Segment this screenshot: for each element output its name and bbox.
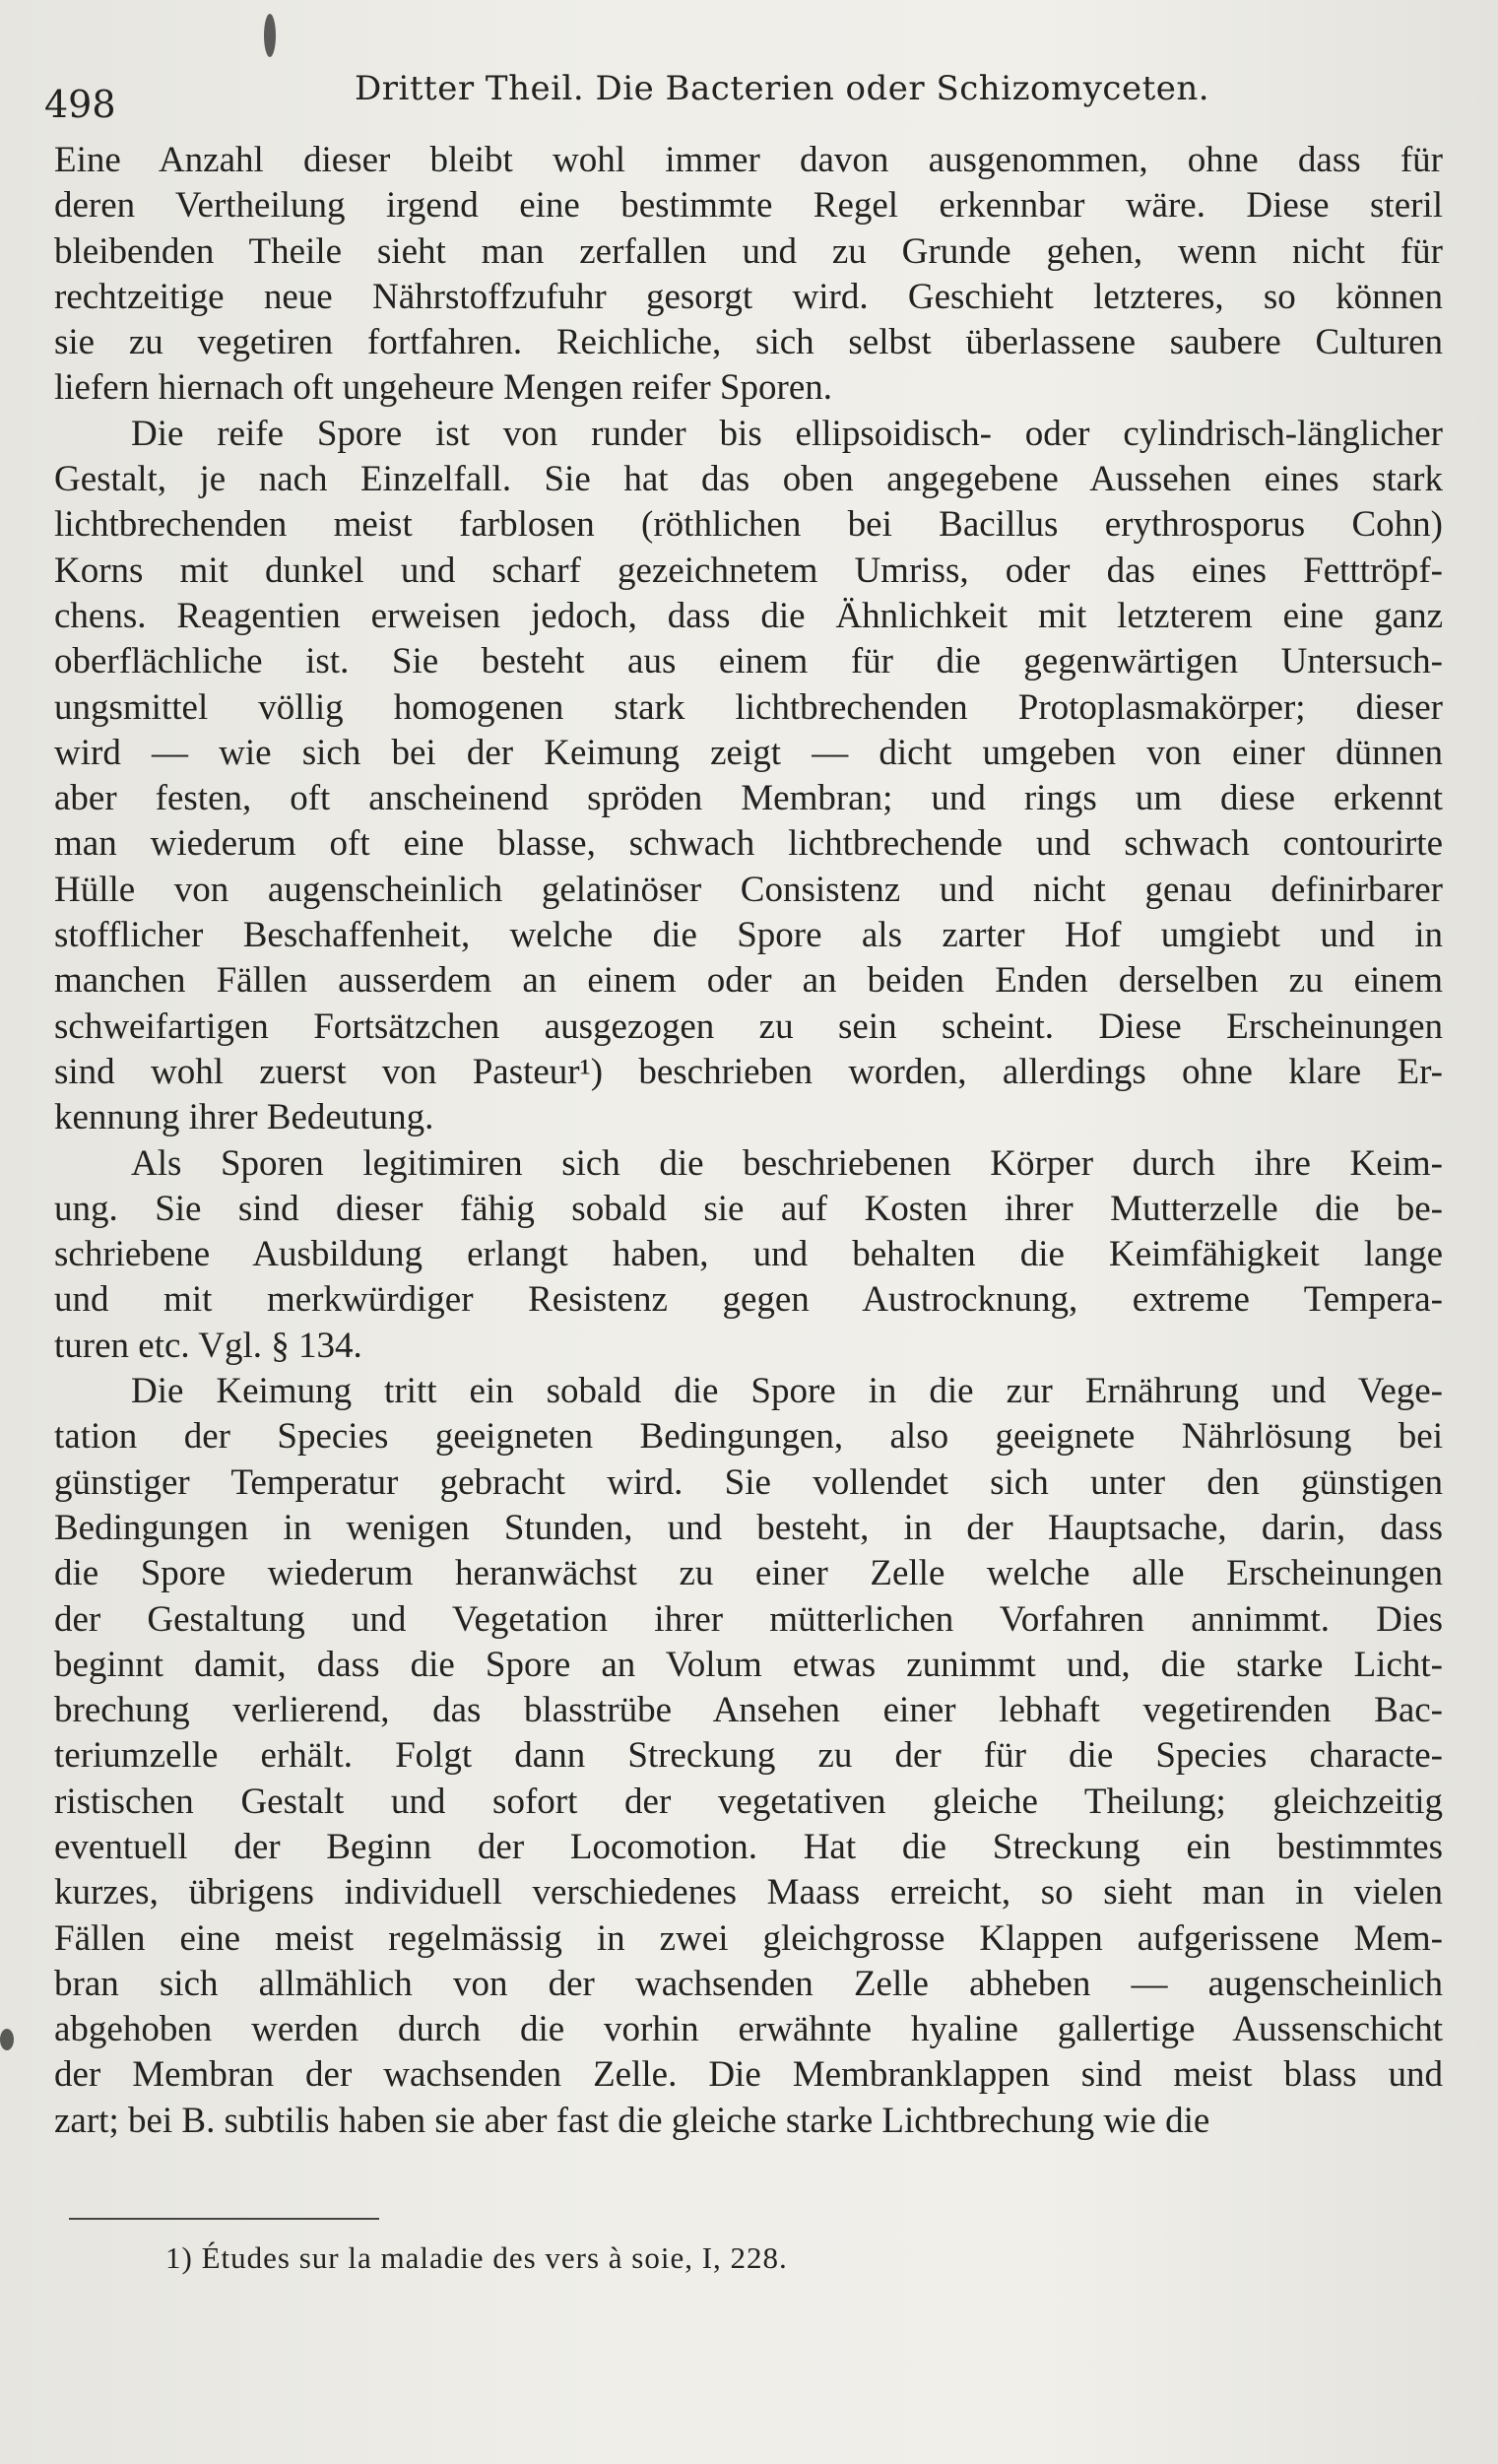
text-line: oberflächliche ist. Sie besteht aus einem für die gegenwärtigen Untersuch- — [54, 641, 1443, 682]
page-number: 498 — [44, 83, 116, 126]
text-line: und mit merkwürdiger Resistenz gegen Austrocknung, extreme Tempera- — [54, 1279, 1443, 1321]
ink-smudge — [264, 14, 276, 57]
footnote-rule — [69, 2218, 379, 2220]
text-line: ristischen Gestalt und sofort der vegetativen gleiche Theilung; gleichzeitig — [54, 1781, 1443, 1822]
text-line: lichtbrechenden meist farblosen (röthlichen bei Bacillus erythrosporus Cohn) — [54, 504, 1443, 546]
text-line: schriebene Ausbildung erlangt haben, und behalten die Keimfähigkeit lange — [54, 1234, 1443, 1275]
text-line: kennung ihrer Bedeutung. — [54, 1097, 434, 1138]
text-line: Fällen eine meist regelmässig in zwei gleichgrosse Klappen aufgerissene Mem- — [54, 1917, 1443, 1959]
text-line: wird — wie sich bei der Keimung zeigt — dicht umgeben von einer dünnen — [54, 732, 1443, 773]
text-line: Bedingungen in wenigen Stunden, und besteht, in der Hauptsache, darin, dass — [54, 1507, 1443, 1548]
text-line: zart; bei B. subtilis haben sie aber fast die gleiche starke Lichtbrechung wie die — [54, 2100, 1210, 2141]
text-line: Die reife Spore ist von runder bis ellipsoidisch- oder cylindrisch-länglicher — [131, 413, 1443, 454]
text-line: stofflicher Beschaffenheit, welche die Spore als zarter Hof umgiebt und in — [54, 915, 1443, 956]
paragraph — [54, 412, 1443, 1141]
text-line: sie zu vegetiren fortfahren. Reichliche, sich selbst überlassene saubere Culturen — [54, 322, 1443, 363]
text-line: brechung verlierend, das blasstrübe Ansehen einer lebhaft vegetirenden Bac- — [54, 1690, 1443, 1731]
text-line: abgehoben werden durch die vorhin erwähnte hyaline gallertige Aussenschicht — [54, 2009, 1443, 2050]
text-line: aber festen, oft anscheinend spröden Membran; und rings um diese erkennt — [54, 778, 1443, 819]
text-line: tation der Species geeigneten Bedingungen, also geeignete Nährlösung bei — [54, 1416, 1443, 1458]
text-line: beginnt damit, dass die Spore an Volum etwas zunimmt und, die starke Licht- — [54, 1644, 1443, 1685]
running-head — [44, 69, 1433, 128]
running-head-title: Dritter Theil. Die Bacterien oder Schizomyceten. — [355, 69, 1210, 108]
text-line: Korns mit dunkel und scharf gezeichnetem Umriss, oder das eines Fetttröpf- — [54, 550, 1443, 591]
text-line: turen etc. Vgl. § 134. — [54, 1325, 362, 1366]
text-line: manchen Fällen ausserdem an einem oder an beiden Enden derselben zu einem — [54, 960, 1443, 1002]
text-line: liefern hiernach oft ungeheure Mengen reifer Sporen. — [54, 367, 833, 409]
text-line: schweifartigen Fortsätzchen ausgezogen zu sein scheint. Diese Erscheinungen — [54, 1005, 1443, 1047]
text-line: Als Sporen legitimiren sich die beschriebenen Körper durch ihre Keim- — [131, 1142, 1443, 1184]
text-line: kurzes, übrigens individuell verschiedenes Maass erreicht, so sieht man in vielen — [54, 1872, 1443, 1913]
ink-smudge — [0, 2029, 14, 2050]
body-text — [54, 138, 1443, 2144]
text-line: teriumzelle erhält. Folgt dann Streckung zu der für die Species characte- — [54, 1735, 1443, 1777]
text-line: eventuell der Beginn der Locomotion. Hat die Streckung ein bestimmtes — [54, 1826, 1443, 1867]
text-line: ung. Sie sind dieser fähig sobald sie auf Kosten ihrer Mutterzelle die be- — [54, 1188, 1443, 1229]
text-line: man wiederum oft eine blasse, schwach lichtbrechende und schwach contourirte — [54, 823, 1443, 865]
text-line: die Spore wiederum heranwächst zu einer Zelle welche alle Erscheinungen — [54, 1553, 1443, 1594]
text-line: der Membran der wachsenden Zelle. Die Membranklappen sind meist blass und — [54, 2054, 1443, 2096]
text-line: günstiger Temperatur gebracht wird. Sie vollendet sich unter den günstigen — [54, 1461, 1443, 1503]
text-line: Die Keimung tritt ein sobald die Spore in die zur Ernährung und Vege- — [131, 1371, 1443, 1412]
text-line: deren Vertheilung irgend eine bestimmte Regel erkennbar wäre. Diese steril — [54, 185, 1443, 227]
paragraph — [54, 1369, 1443, 2144]
text-line: sind wohl zuerst von Pasteur¹) beschrieben worden, allerdings ohne klare Er- — [54, 1051, 1443, 1092]
text-line: Eine Anzahl dieser bleibt wohl immer davon ausgenommen, ohne dass für — [54, 140, 1443, 180]
text-line: Gestalt, je nach Einzelfall. Sie hat das oben angegebene Aussehen eines stark — [54, 459, 1443, 500]
paragraph — [54, 138, 1443, 412]
text-line: bran sich allmählich von der wachsenden Zelle abheben — augenscheinlich — [54, 1963, 1443, 2004]
text-line: ungsmittel völlig homogenen stark lichtbrechenden Protoplasmakörper; dieser — [54, 686, 1443, 728]
text-line: chens. Reagentien erweisen jedoch, dass die Ähnlichkeit mit letzterem eine ganz — [54, 595, 1443, 636]
text-line: der Gestaltung und Vegetation ihrer mütterlichen Vorfahren annimmt. Dies — [54, 1598, 1443, 1640]
paragraph — [54, 1141, 1443, 1369]
text-line: rechtzeitige neue Nährstoffzufuhr gesorgt wird. Geschieht letzteres, so können — [54, 276, 1443, 317]
footnote: 1) Études sur la maladie des vers à soie, I, 228. — [165, 2240, 788, 2275]
text-line: Hülle von augenscheinlich gelatinöser Consistenz und nicht genau definirbarer — [54, 869, 1443, 910]
text-line: bleibenden Theile sieht man zerfallen und zu Grunde gehen, wenn nicht für — [54, 230, 1443, 272]
